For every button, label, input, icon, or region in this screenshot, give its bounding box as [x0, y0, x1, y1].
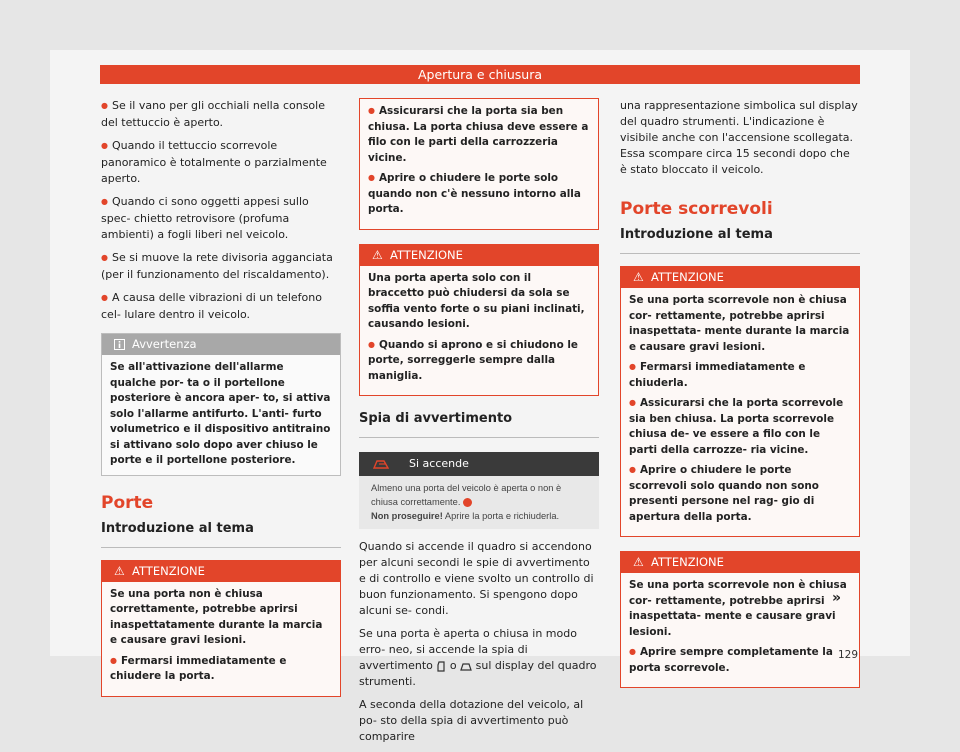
lamp-bold: Non proseguire! — [371, 511, 443, 521]
paragraph-part: o — [449, 659, 457, 672]
bullet-item: ● Quando ci sono oggetti appesi sullo spec- chietto retrovisore (profuma ambienti) a fogli liberi nel veicolo. — [101, 194, 341, 243]
bullet-item: ● Se il vano per gli occhiali nella console del tettuccio è aperto. — [101, 98, 341, 131]
warning-title: ATTENZIONE — [132, 563, 205, 578]
lamp-action: Aprire la porta e richiuderla. — [444, 511, 560, 521]
page-number: 129 — [838, 649, 859, 661]
warning-box — [101, 560, 341, 697]
paragraph: A seconda della dotazione del veicolo, al po- sto della spia di avvertimento può comparire — [359, 698, 584, 743]
warning-text: Se una porta scorrevole non è chiusa cor- rettamente, potrebbe aprirsi inaspettata- mente durante la marcia e causare gravi lesioni. — [629, 294, 850, 353]
paragraph-part: sul display del quadro strumenti. — [359, 659, 597, 688]
column-3 — [620, 98, 860, 702]
lamp-body — [359, 476, 599, 529]
warning-triangle-icon: ⚠ — [633, 270, 644, 284]
warning-triangle-icon: ⚠ — [372, 247, 383, 262]
lamp-header — [359, 452, 599, 476]
continue-marker: » — [832, 590, 842, 606]
note-title: Avvertenza — [132, 337, 197, 351]
warning-triangle-icon: ⚠ — [114, 563, 125, 578]
subsection-title: Introduzione al tema — [620, 226, 860, 254]
warning-bullet: ● Aprire sempre completamente la porta scorrevole. — [629, 645, 851, 676]
warning-bullet: ● Fermarsi immediatamente e chiuderla. — [629, 360, 851, 391]
warning-bullet: ● Assicurarsi che la porta scorrevole sia ben chiusa. La porta scorrevole chiusa de- ve essere a filo con le parti della carrozze- ria vicine. — [629, 396, 851, 458]
warning-bullet: ● Aprire o chiudere le porte solo quando non c'è nessuno intorno alla porta. — [368, 171, 590, 218]
warning-header — [621, 552, 859, 573]
column-1 — [101, 98, 341, 711]
lamp-text: Almeno una porta del veicolo è aperta o non è chiusa correttamente. — [371, 483, 562, 507]
car-doors-icon — [460, 659, 476, 672]
section-title: Porte — [101, 492, 154, 513]
warning-text: Se una porta scorrevole non è chiusa cor- rettamente, potrebbe aprirsi inaspettata- mente e causare gravi lesioni. — [629, 579, 847, 638]
warning-title: ATTENZIONE — [390, 247, 463, 262]
paragraph: Quando si accende il quadro si accendono per alcuni secondi le spie di avvertimento e di controllo e viene svolto un controllo di buon funzionamento. Si spengono dopo alcuni se- condi. — [359, 540, 594, 617]
paragraph-part: Se una porta è aperta o chiusa in modo erro- neo, si accende la spia di avvertimento — [359, 627, 577, 672]
door-open-icon — [373, 452, 389, 476]
bullet-item: ● Se si muove la rete divisoria agganciata (per il funzionamento del riscaldamento). — [101, 250, 341, 283]
paragraph: una rappresentazione simbolica sul display del quadro strumenti. L'indicazione è visibile anche con l'accensione scollegata. Essa scompare circa 15 secondi dopo che è stato bloccato il veicolo. — [620, 99, 858, 176]
warning-box-continued — [359, 98, 599, 230]
warning-body — [102, 582, 340, 696]
warning-body — [621, 573, 859, 687]
warning-box — [620, 551, 860, 688]
warning-box — [620, 266, 860, 537]
info-icon — [114, 334, 125, 355]
stop-icon — [463, 498, 472, 507]
warning-bullet: ● Aprire o chiudere le porte scorrevoli solo quando non sono presenti persone nel rag- gio di apertura della porta. — [629, 463, 851, 525]
warning-lamp-table — [359, 452, 599, 529]
warning-box — [359, 244, 599, 397]
warning-body — [621, 288, 859, 536]
warning-text: Se una porta non è chiusa correttamente, potrebbe aprirsi inaspettatamente durante la marcia e causare gravi lesioni. — [110, 587, 323, 646]
warning-header — [621, 267, 859, 288]
bullet-item: ● Quando il tettuccio scorrevole panoramico è totalmente o parzialmente aperto. — [101, 138, 341, 187]
warning-title: ATTENZIONE — [651, 270, 724, 284]
warning-body — [360, 266, 598, 396]
door-warning-icon — [436, 659, 450, 672]
warning-header — [360, 245, 598, 266]
column-2 — [359, 98, 599, 752]
section-title: Porte scorrevoli — [620, 199, 773, 219]
warning-header — [102, 561, 340, 582]
note-text: Se all'attivazione dell'allarme qualche por- ta o il portellone posteriore è ancora aper- to, si attiva solo l'allarme antifurto. L'anti- furto volumetrico e il dispositivo antitraino si attivano solo dopo aver chiuso le porte e il portellone posteriore. — [102, 355, 340, 475]
warning-title: ATTENZIONE — [651, 555, 724, 569]
bullet-item: ● A causa delle vibrazioni di un telefono cel- lulare dentro il veicolo. — [101, 290, 341, 323]
warning-text: Una porta aperta solo con il braccetto può chiudersi da sola se soffia vento forte o su piani inclinati, causando lesioni. — [368, 271, 585, 330]
warning-bullet: ● Assicurarsi che la porta sia ben chiusa. La porta chiusa deve essere a filo con le parti della carrozzeria vicine. — [368, 104, 590, 166]
note-header — [102, 334, 340, 355]
subsection-title: Introduzione al tema — [101, 520, 341, 548]
chapter-header: Apertura e chiusura — [100, 65, 860, 84]
paragraph — [359, 626, 599, 690]
warning-triangle-icon: ⚠ — [633, 555, 644, 569]
warning-bullet: ● Quando si aprono e si chiudono le porte, sorreggerle sempre dalla maniglia. — [368, 338, 590, 385]
lamp-title: Si accende — [409, 457, 469, 470]
subsection-title: Spia di avvertimento — [359, 410, 599, 438]
warning-bullet: ● Fermarsi immediatamente e chiudere la porta. — [110, 654, 332, 685]
warning-body — [360, 99, 598, 229]
note-box — [101, 333, 341, 476]
